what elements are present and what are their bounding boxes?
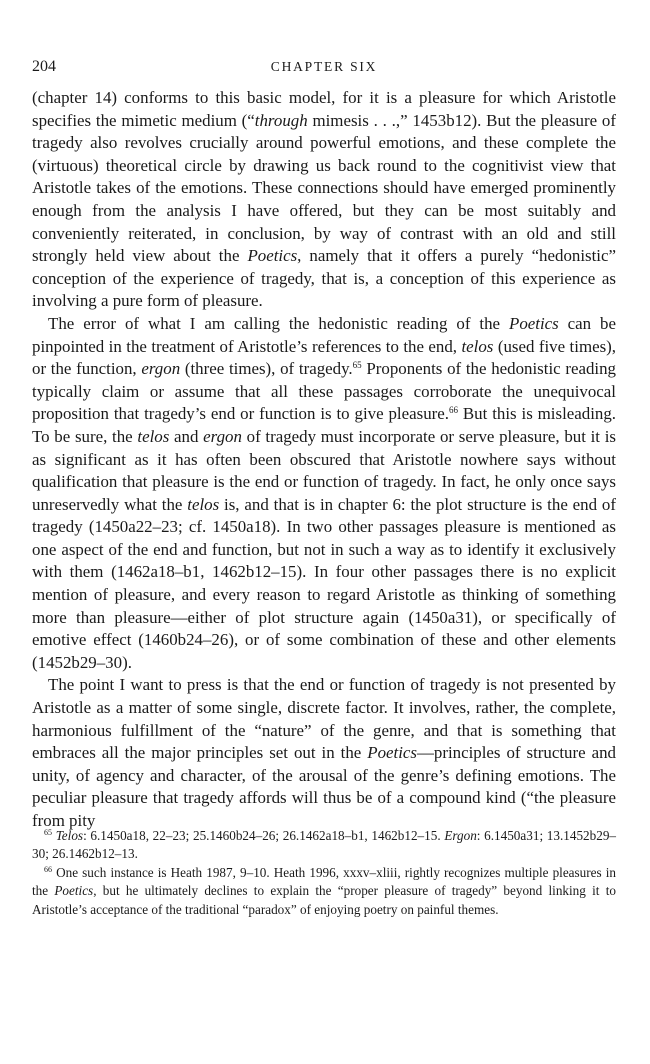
footnote xyxy=(32,864,616,919)
italic-text: Poetics xyxy=(367,743,417,763)
text-run: (three times), of tragedy. xyxy=(180,359,353,379)
italic-text: telos xyxy=(461,336,494,356)
footnote-reference: 66 xyxy=(449,405,458,416)
running-head xyxy=(32,58,616,80)
body-paragraph xyxy=(32,313,616,675)
text-run: (chapter 14) conforms to this basic model, for it is a pleasure for which Aristotle specifies the mimetic medium (“ xyxy=(32,88,616,130)
italic-text: ergon xyxy=(203,426,242,446)
italic-text: through xyxy=(254,110,308,130)
body-paragraph xyxy=(32,87,616,313)
body-text xyxy=(32,87,616,833)
body-paragraph xyxy=(32,674,616,832)
italic-text: telos xyxy=(187,494,220,514)
italic-text: Poetics xyxy=(54,883,94,899)
text-run: (used five times), or the function, xyxy=(32,336,616,379)
text-run: can be pinpointed in the treatment of Aristotle’s references to the end, xyxy=(32,313,616,356)
italic-text: Poetics xyxy=(509,313,559,333)
text-run: One such instance is Heath 1987, 9–10. Heath 1996, xxxv–xliii, rightly recognizes multiple pleasures in the xyxy=(32,864,616,899)
italic-text: ergon xyxy=(141,359,181,379)
footnote-reference: 65 xyxy=(352,360,362,371)
footnote xyxy=(32,827,616,864)
text-run: mimesis . . .,” 1453b12). But the pleasure of tragedy also revolves crucially around powerful emotions, and these complete the (virtuous) theoretical circle by drawing us back round to the cognitivist view that Aristotle takes of the emotions. These connections should have emerged prominently enough from the analysis I have offered, but they can be most suitably and conveniently reiterated, in conclusion, by way of contrast with an old and still strongly held view about the xyxy=(32,110,616,266)
book-page xyxy=(32,58,616,833)
footnote-reference: 65 xyxy=(44,828,52,837)
text-run: and xyxy=(169,426,204,446)
italic-text: telos xyxy=(137,426,170,446)
text-run: of tragedy must incorporate or serve pleasure, but it is as significant as it has often been obscured that Aristotle nowhere says without qualification that pleasure is the end or function of tragedy. In fact, he only once says unreservedly what the xyxy=(32,426,616,514)
text-run: is, and that is in chapter 6: the plot structure is the end of tragedy (1450a22–23; cf. 1450a18). In two other passages pleasure is mentioned as one aspect of the end and function, but not in such a way as to identify it exclusively with them (1462a18–b1, 1462b12–15). In four other passages there is no explicit mention of pleasure, and every reason to regard Aristotle as thinking of something more than pleasure—either of plot structure again (1450a31), or specifically of emotive effect (1460b24–26), or of some combination of these and other elements (1452b29–30). xyxy=(32,494,616,672)
text-run: The error of what I am calling the hedonistic reading of the xyxy=(48,313,509,333)
footnote-reference: 66 xyxy=(44,864,52,874)
text-run: But this is misleading. To be sure, the xyxy=(32,404,617,446)
italic-text: Poetics xyxy=(247,246,298,266)
chapter-title: CHAPTER SIX xyxy=(270,59,378,74)
page-number: 204 xyxy=(32,58,56,75)
text-run: , but he ultimately declines to explain the “proper pleasure of tragedy” beyond linking it to Aristotle’s acceptance of the traditional “paradox” of enjoying poetry on painful themes. xyxy=(32,883,616,917)
text-run: —principles of structure and unity, of agency and character, of the arousal of the genre’s defining emotions. The peculiar pleasure that tragedy affords will thus be of a compound kind (“the pleasure from pity xyxy=(32,743,616,830)
text-run: : 6.1450a31; 13.1452b29–30; 26.1462b12–13. xyxy=(32,828,617,862)
italic-text: Telos xyxy=(55,828,84,843)
footnotes xyxy=(32,827,616,919)
text-run: Proponents of the hedonistic reading typically claim or assume that all these passages corroborate the unequivocal proposition that tragedy’s end or function is to give pleasure. xyxy=(32,359,616,424)
text-run: The point I want to press is that the end or function of tragedy is not presented by Aristotle as a matter of some single, discrete factor. It involves, rather, the complete, harmonious fulfillment of the “nature” of the genre, and that is something that embraces all the major principles set out in the xyxy=(32,675,616,763)
text-run: : 6.1450a18, 22–23; 25.1460b24–26; 26.1462a18–b1, 1462b12–15. xyxy=(83,828,445,843)
text-run: , namely that it offers a purely “hedonistic” conception of the experience of tragedy, that is, a conception of this experience as involving a pure form of pleasure. xyxy=(32,246,616,311)
italic-text: Ergon xyxy=(444,828,477,843)
